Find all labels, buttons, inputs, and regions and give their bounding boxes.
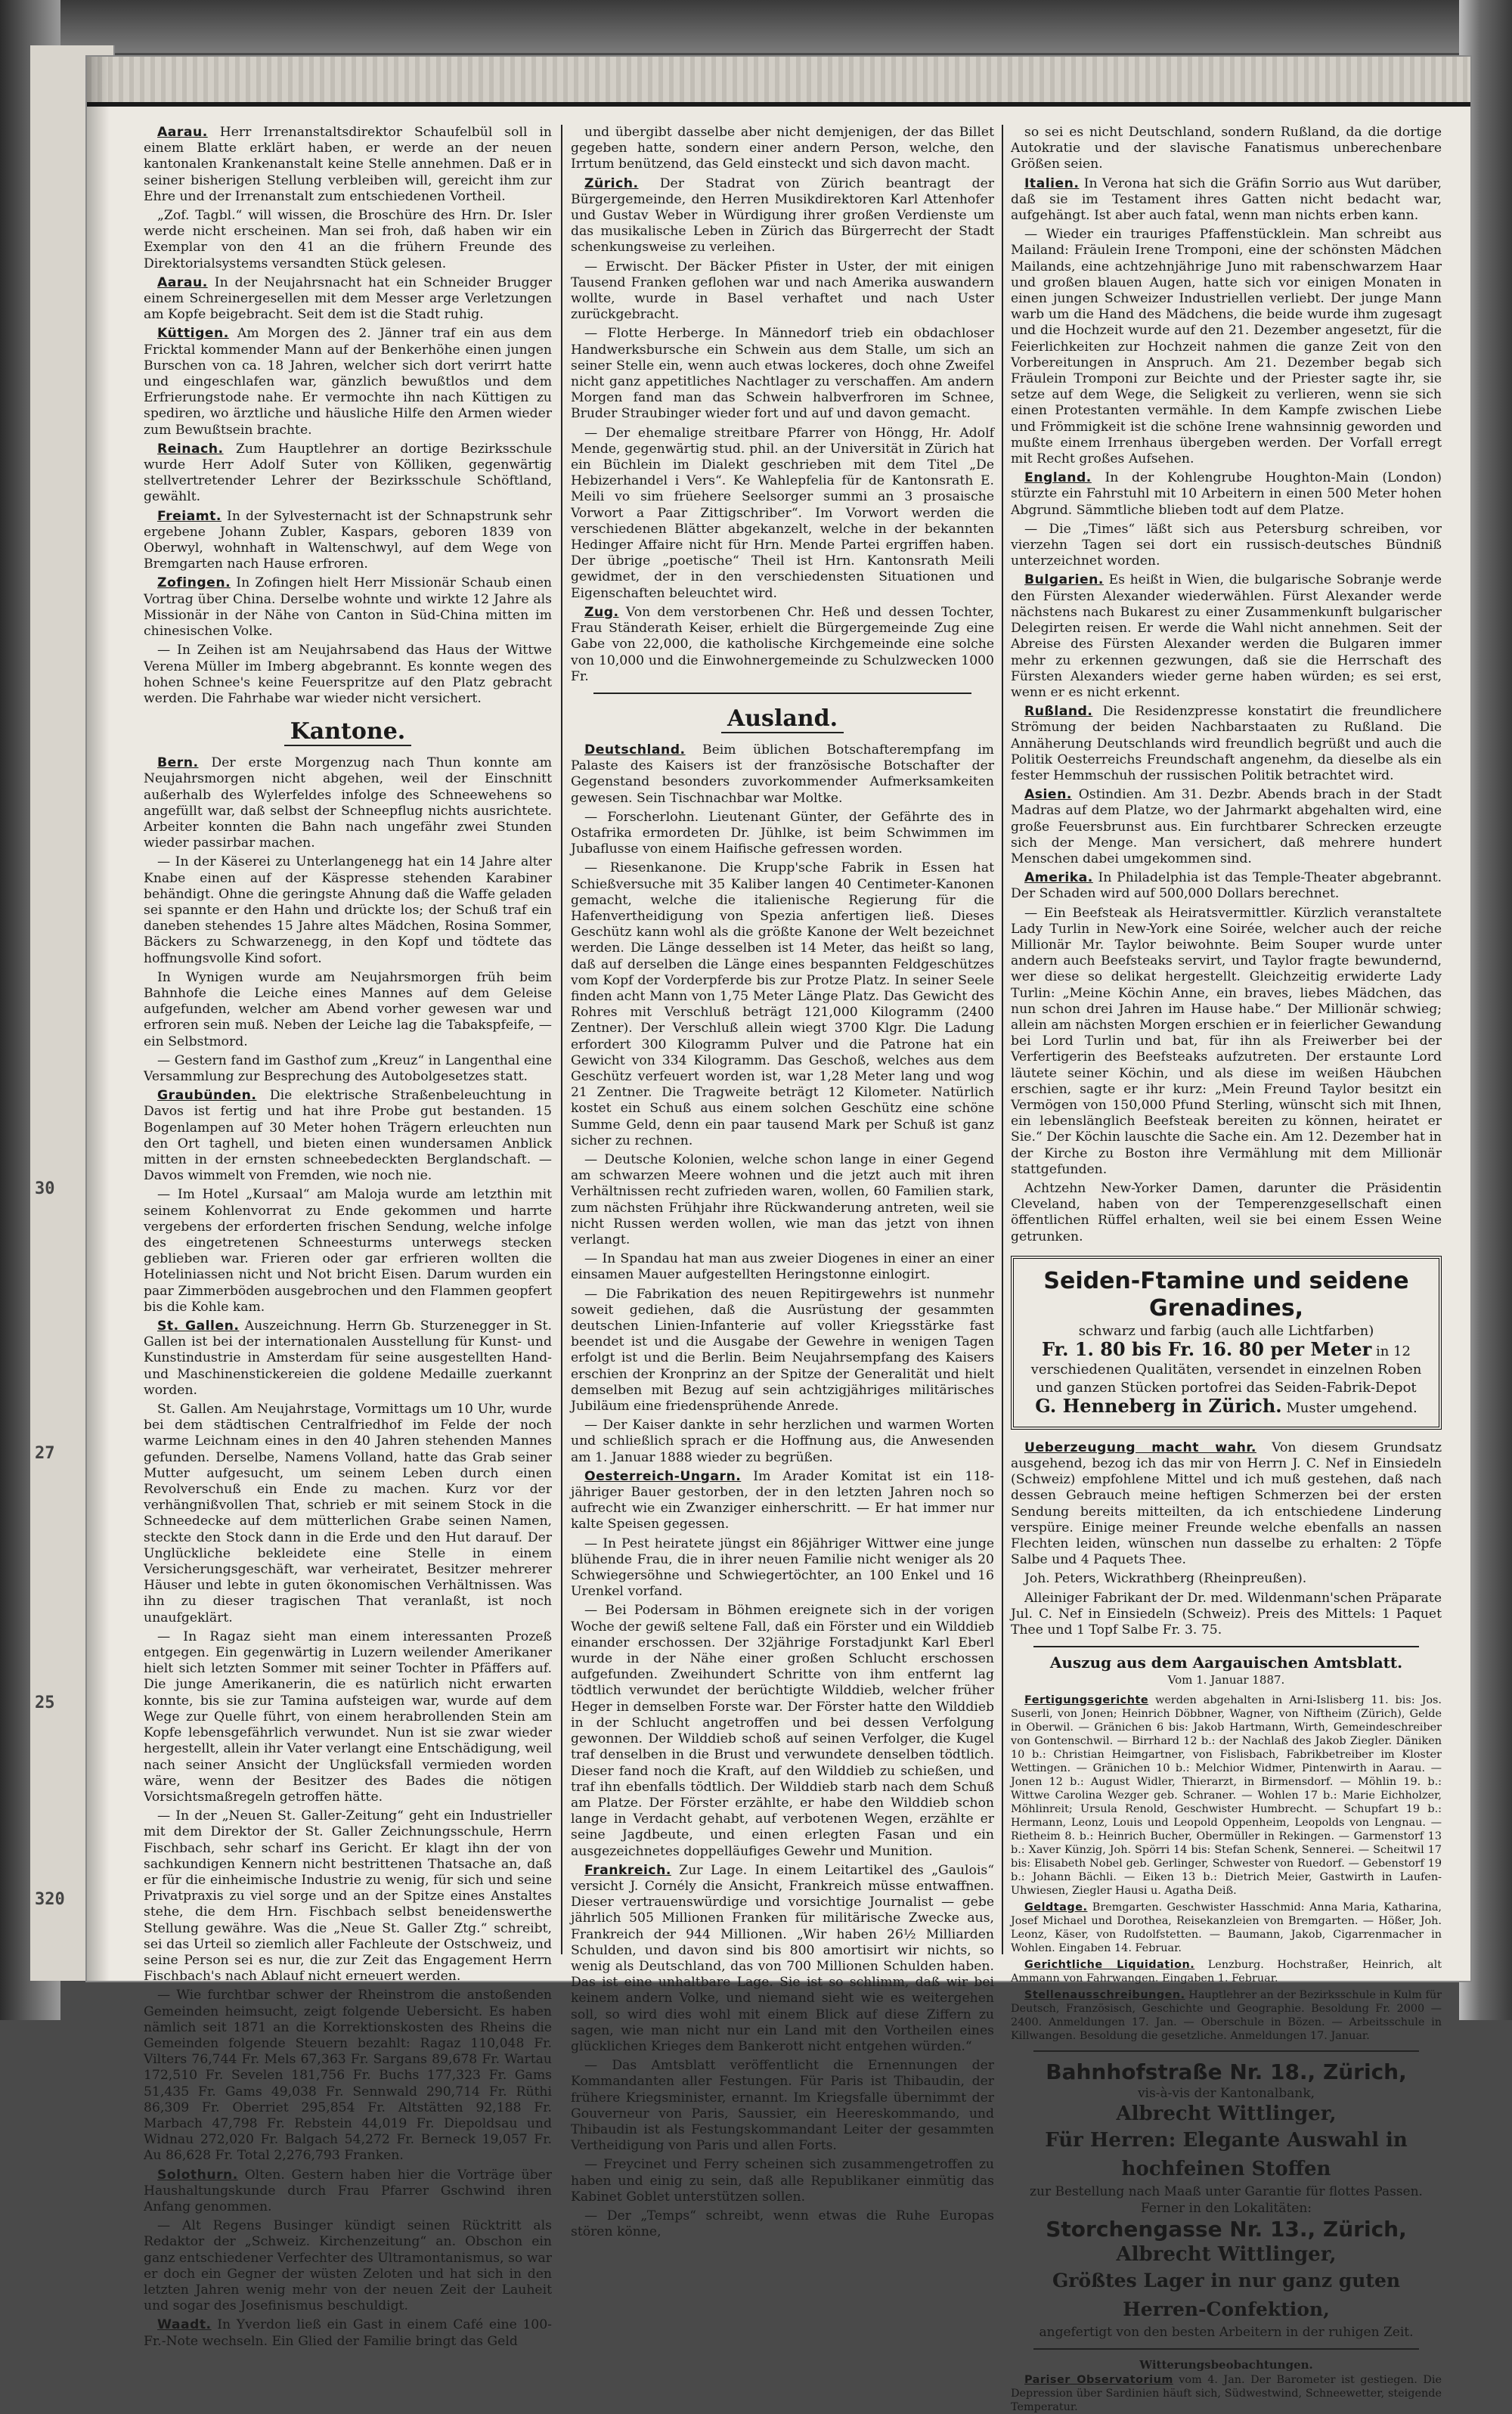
article-text: — Das Amtsblatt veröffentlicht die Ernennungen der Kommandanten aller Festungen. Für Paris ist Thibaudin, der frühere Kriegsminister, ernannt. Im Kriegsfalle übernimmt der Gouverneur von Paris, Saussier, ein Heereskommando, und Thibaudin ist als Festungskommandant Leiter der gesammten Vertheidigung von Paris und allen Forts. — [571, 2058, 994, 2154]
article-paragraph — [1011, 1591, 1442, 1639]
wit-also: Ferner in den Lokalitäten: — [1140, 2200, 1312, 2216]
article-paragraph — [1011, 870, 1442, 902]
article-text: Im Arader Komitat ist ein 118-jähriger Bauer gestorben, der in den letzten Jahren noch so aufrecht wie ein Zwanziger einherschritt. — Er hat immer nur kalte Speisen gegessen. — [571, 1468, 994, 1532]
newspaper-page — [87, 57, 1470, 2413]
article-paragraph — [144, 1319, 552, 1399]
silk-ad-line1: schwarz und farbig (auch alle Lichtfarben) — [1078, 1322, 1374, 1339]
article-paragraph — [571, 2157, 994, 2205]
article-text: In der Kohlengrube Houghton-Main (London) stürzte ein Fahrstuhl mit 10 Arbeitern in einen 500 Meter hohen Abgrund. Sämmtliche blieben todt auf dem Platze. — [1011, 470, 1442, 518]
article-text: — Riesenkanone. Die Krupp'sche Fabrik in Essen hat Schießversuche mit 35 Kaliber langen 40 Centimeter-Kanonen gemacht, welche die italienische Regierung für die Hafenvertheidigung von Spezia anfertigen ließ. Dieses Geschütz kann wohl als die größte Kanone der Welt bezeichnet werden. Die Länge desselben ist 14 Meter, das heißt so lang, daß auf derselben die Länge eines bespannten Feldgeschützes vom Kopf der Vorderpferde bis zur Protze Platz. In seiner Seele finden acht Mann von 1,75 Meter Länge Platz. Das Gewicht des Rohres mit Verschluß beträgt 121,000 Kilogramm (2400 Zentner). Der Verschluß allein wiegt 3700 Klgr. Die Ladung erfordert 300 Kilogramm Pulver und die Patrone hat ein Gewicht von 334 Kilogramm. Das Geschoß, welches aus dem Geschütz verfeuert worden ist, war 1,28 Meter lang und wog 21 Zentner. Die Tragweite beträgt 12 Kilometer. Natürlich kostet ein Schuß aus einem solchen Geschütz eine schöne Summe Geld, denn ein paar tausend Mark per Schuß ist ganz sicher zu rechnen. — [571, 860, 994, 1148]
amtsblatt-title: Auszug aus dem Aargauischen Amtsblatt. — [1049, 1653, 1403, 1672]
divider — [1033, 1646, 1419, 1647]
silk-ad-title: Seiden-Ftamine und seidene Grenadines, — [1043, 1267, 1409, 1322]
wit-name-2: Albrecht Wittlinger, — [1116, 2242, 1337, 2266]
article-text: werden abgehalten in Arni-Islisberg 11. bis: Jos. Suserli, von Jonen; Heinrich Döbbner, Wagner, von Niftheim (Zürich), Gelde in Oberwil. — Gränichen 6 bis: Jakob Hartmann, Wirth, Gemeindeschreiber von Gontenschwil. — Birrhard 12 b.: der Nachlaß des Jakob Ziegler. Däniken 10 b.: Christian Heimgartner, von Fislisbach, Fabrikbetreiber im Kloster Wettingen. — Gränichen 10 b.: Melchior Widmer, Pintenwirth in Aarau. — Jonen 12 b.: August Widler, Thierarzt, in Birmensdorf. — Möhlin 19. b.: Wittwe Carolina Wezger geb. Schraner. — Wohlen 17 b.: Marie Eichholzer, Möhlinreit; Ursula Renold, Geschwister Humbrecht. — Schupfart 19 b.: Hermann, Leonz, Louis und Leopold Oppenheim, Leopolds von Lengnau. — Rietheim 8. b.: Heinrich Bucher, Obermüller in Rekingen. — Garmenstorf 13 b.: Xaver Künzig, Joh. Spörri 14 bis: Stefan Schenk, Sennerei. — Scheitwil 17 bis: Elisabeth Nobel geb. Gerlinger, Schwester von Ruedorf. — Gebenstorf 19 b.: Johann Bächli. — Eiken 13 b.: Dietrich Meier, Gastwirth in Laufen-Uhwiesen, Ziegler Hausi u. Agatha Deiß. — [1011, 1694, 1442, 1897]
section-heading-ausland: Ausland. — [571, 705, 994, 733]
article-keyword: St. Gallen. — [157, 1319, 240, 1334]
article-text: In Zofingen hielt Herr Missionär Schaub einen Vortrag über China. Derselbe wohnte und wirkte 12 Jahre als Missionär in der Nähe von Canton in Süd-China mitten im chinesischen Volke. — [144, 575, 552, 640]
column-rule — [1002, 125, 1003, 1954]
column-2-news — [571, 125, 994, 685]
article-text: Achtzehn New-Yorker Damen, darunter die Präsidentin Cleveland, haben von der Temperenzgesellschaft einen öffentlichen Rüffel erhalten, weil sie bei einem Essen Weine getrunken. — [1011, 1181, 1442, 1244]
wittlinger-advertisement — [1011, 2059, 1442, 2341]
section-heading-kantone: Kantone. — [144, 717, 552, 746]
column-3 — [1011, 125, 1442, 2413]
article-text: — Freycinet und Ferry scheinen sich zusammengetroffen zu haben und einig zu sein, daß alle Republikaner einmütig das Kabinet Goblet unterstützen sollen. — [571, 2157, 994, 2205]
fold-shadow — [87, 57, 110, 1981]
article-text: Zum Hauptlehrer an dortige Bezirksschule wurde Herr Adolf Suter von Kölliken, gegenwärtig stellvertretender Lehrer der Bezirksschule Schöftland, gewählt. — [144, 441, 552, 505]
article-paragraph — [571, 1536, 994, 1601]
article-paragraph — [144, 2168, 552, 2216]
article-paragraph — [144, 1808, 552, 1985]
article-text: — Bei Podersam in Böhmen ereignete sich in der vorigen Woche der gewiß seltene Fall, daß ein Förster und ein Wilddieb einander erschossen. Der 32jährige Forstadjunkt Karl Eberl wurde in der Nähe einer großen Schlucht erschossen aufgefunden. Zweihundert Schritte von ihm entfernt lag tödtlich verwundet der berüchtigte Wilddieb, welcher früher Heger in demselben Forste war. Der Förster hatte den Wilddieb in der Schlucht angetroffen und bei dessen Verfolgung gewonnen. Der Wilddieb schoß auf seinen Verfolger, die Kugel traf denselben in die Brust und verwundete denselben tödtlich. Dieser fand noch die Kraft, auf den Wilddieb zu schießen, und traf ihn ebenfalls tödtlich. Der Wilddieb starb nach dem Schuß am Platze. Der Förster erzählte, er habe den Wilddieb schon lange in Verdacht gehabt, auf verbotenen Wegen, erzählte er seine Jagdbeute, und einen erlegten Fasan und ein ausgezeichnetes doppelläufiges Gewehr und Munition. — [571, 1603, 994, 1859]
article-paragraph — [1011, 125, 1442, 173]
article-keyword: Deutschland. — [584, 742, 686, 758]
article-text: — Ein Beefsteak als Heiratsvermittler. Kürzlich veranstaltete Lady Turlin in New-York eine Soirée, welcher auch der reiche Millionär Mr. Taylor beiwohnte. Beim Souper wurde unter andern auch Beefsteaks servirt, und Taylor fragte bewundernd, wer diese so delikat hergestellt. Gleichzeitig erwiderte Lady Turlin: „Meine Köchin Anne, ein braves, liebes Mädchen, das nun schon drei Jahren im Hause habe.“ Der Millionär schwieg; allein am nächsten Morgen erschien er in feierlicher Gewandung bei Lord Turlin und bat, für ihn als Freiwerber bei der Verfertigerin des Beefsteaks aufzutreten. Der erstaunte Lord läutete seiner Köchin, und als diese im weißen Häubchen erschien, sagte er ihr kurz: „Mein Freund Taylor besitzt ein Vermögen von 150,000 Pfund Sterling, wünscht sich mit Ihnen, ein lebenslänglich Beefsteak bereiten zu können, heiratet er Sie.“ Der Köchin lauschte die Sache ein. Am 12. Dezember hat in der Kirche zu Boston ihre Vermählung mit dem Millionär stattgefunden. — [1011, 905, 1442, 1177]
article-paragraph — [571, 742, 994, 807]
article-paragraph — [571, 1152, 994, 1248]
article-text: Ostindien. Am 31. Dezbr. Abends brach in der Stadt Madras auf dem Platze, wo der Jahrmarkt abgehalten wird, eine große Feuersbrunst aus. Ein furchtbarer Schrecken erzeugte sich der Menge. Man versichert, daß mehrere hundert Menschen dabei umgekommen sind. — [1011, 787, 1442, 866]
article-paragraph — [571, 605, 994, 685]
article-paragraph — [144, 1088, 552, 1184]
wit-name-1: Albrecht Wittlinger, — [1116, 2102, 1337, 2125]
article-keyword: Freiamt. — [157, 508, 222, 524]
article-paragraph — [144, 2317, 552, 2349]
article-text: — In der Käserei zu Unterlangenegg hat ein 14 Jahre alter Knabe einen auf der Käspresse stehenden Karabiner behändigt. Ohne die geringste Ahnung daß die Waffe geladen sei spannte er den Hahn und drückte los; der Schuß traf ein daneben stehendes 15 Jahre altes Mädchen, Rosina Sommer, Bäckers zu Schwarzenegg, in den Kopf und tödtete das hoffnungsvolle Kind sofort. — [144, 854, 552, 966]
article-text: Auszeichnung. Herrn Gb. Sturzenegger in St. Gallen ist bei der internationalen Ausstellung für Kunst- und Kunstindustrie in Amsterdam für seine ausgestellten Hand- und Maschinenstickereien die goldene Medaille zuerkannt worden. — [144, 1319, 552, 1398]
wit-slogan-3: Größtes Lager in nur ganz guten Herren-Confektion, — [1052, 2269, 1401, 2320]
article-text: St. Gallen. Am Neujahrstage, Vormittags um 10 Uhr, wurde bei dem städtischen Centralfriedhof im Felde der noch warme Leichnam eines in den 40 Jahren stehenden Mannes gefunden. Derselbe, Namens Volland, hatte das Grab seiner Mutter aufgesucht, um seinem Leben durch einen Revolverschuß ein Ende zu machen. Kurz vor der verhängnißvollen That, schrieb er mit seinem Stock in die Schneedecke auf dem mütterlichen Grabe seinen Namen, steckte den Stock dann in die Erde und den Hut darauf. Der Unglückliche bekleidete eine Stelle in einem Versicherungsgeschäft, war verheiratet, Besitzer mehrerer Häuser und lebte in guten ökonomischen Verhältnissen. Was ihn zu dieser tragischen That veranlaßt, ist noch unaufgeklärt. — [144, 1402, 552, 1625]
article-keyword: Bern. — [157, 755, 199, 771]
article-text: Lenzburg. Hochstraßer, Heinrich, alt Ammann von Fahrwangen. Eingaben 1. Februar. — [1011, 1958, 1442, 1985]
article-text: Olten. Gestern haben hier die Vorträge über Haushaltungskunde durch Frau Pfarrer Gschwind ihren Anfang genommen. — [144, 2167, 552, 2214]
article-paragraph — [1011, 787, 1442, 867]
article-text: Von dem verstorbenen Chr. Heß und dessen Tochter, Frau Ständerath Keiser, erhielt die Bürgergemeinde Zug eine Gabe von 22,000, die katholische Kirchgemeinde eine solche von 10,000 und die Einwohnergemeinde zu Schulzwecken 1000 Fr. — [571, 604, 994, 684]
article-paragraph — [571, 1251, 994, 1283]
article-keyword: Stellenausschreibungen. — [1024, 1988, 1185, 2001]
article-text: In Verona hat sich die Gräfin Sorrio aus Wut darüber, daß sie im Testament ihres Gatten nicht bedacht war, aufgehängt. Ist aber auch fatal, wenn man nichts erben kann. — [1011, 175, 1442, 224]
article-text: — Gestern fand im Gasthof zum „Kreuz“ in Langenthal eine Versammlung zur Besprechung des Autobolgesetzes statt. — [144, 1052, 552, 1084]
silk-ad-firm: G. Henneberg in Zürich. — [1035, 1394, 1282, 1417]
article-paragraph — [571, 1603, 994, 1859]
article-paragraph — [571, 176, 994, 256]
article-paragraph — [144, 326, 552, 438]
article-keyword: Zug. — [584, 604, 619, 620]
wit-address-1b: vis-à-vis der Kantonalbank, — [1137, 2085, 1315, 2101]
article-text: Bremgarten. Geschwister Hasschmid: Anna Maria, Katharina, Josef Michael und Dorothea, Reisekanzleien von Bremgarten. — Hößer, Joh. Leonz, Käser, von Rudolfstetten. — Baumann, Jakob, Cigarrenmacher in Wohlen. Eingaben 14. Februar. — [1011, 1901, 1442, 1954]
article-paragraph — [571, 810, 994, 858]
wit-slogan-4: angefertigt von den besten Arbeitern in der ruhigen Zeit. — [1039, 2324, 1414, 2340]
article-paragraph — [1011, 1440, 1442, 1569]
article-text: — Der Kaiser dankte in sehr herzlichen und warmen Worten und schließlich sprach er die Hoffnung aus, die Anwesenden am 1. Januar 1888 wieder zu begrüßen. — [571, 1418, 994, 1465]
article-keyword: England. — [1024, 470, 1092, 486]
article-paragraph — [571, 1418, 994, 1466]
column-2-ausland — [571, 742, 994, 2240]
article-keyword: Aarau. — [157, 274, 208, 290]
ghost-number: 320 — [35, 1890, 65, 1909]
article-text: — Wieder ein trauriges Pfaffenstücklein. Man schreibt aus Mailand: Fräulein Irene Tromponi, eine der schönsten Mädchen Mailands, eine achtzehnjährige Juno mit rabenschwarzem Haar und großen blauen Augen, hatte sich vor einigen Monaten in einen jungen Schweizer Industriellen verliebt. Der junge Mann warb um die Hand des Mädchens, die beide wurde ihm zugesagt und die Hochzeit wurde auf den 21. Dezember angesetzt, für die Feierlichkeiten zur Hochzeit nahmen die ganze Zeit von den Vorbereitungen in Anspruch. Am 21. Dezember begab sich Fräulein Tromponi zur Beichte und der Priester sagte ihr, sie setze auf dem Wege, die Seligkeit zu verlieren, wenn sie sich einen Protestanten vermähle. In dem Kampfe zwischen Liebe und Frömmigkeit ist die schöne Irene wahnsinnig geworden und mußte einem Irrenhaus übergeben werden. Der Vorfall erregt mit Recht großes Aufsehen. — [1011, 227, 1442, 467]
divider — [1033, 2348, 1419, 2350]
article-keyword: Asien. — [1024, 787, 1072, 803]
article-text: — Flotte Herberge. In Männedorf trieb ein obdachloser Handwerksbursche ein Schwein aus dem Stalle, um sich an seiner Stelle ein, wenn auch etwas lockeres, doch ohne Zweifel nicht ganz appetitliches Nachtlager zu verschaffen. Am andern Morgen fand man das Schwein halbverfroren im Schnee, Bruder Straubinger wieder fort und auf und davon gemacht. — [571, 326, 994, 422]
article-paragraph — [571, 2208, 994, 2240]
wit-address-1: Bahnhofstraße Nr. 18., Zürich, — [1046, 2059, 1407, 2084]
article-keyword: Zofingen. — [157, 575, 231, 591]
article-keyword: Küttigen. — [157, 326, 229, 342]
article-text: Es heißt in Wien, die bulgarische Sobranje werde den Fürsten Alexander wiederwählen. Fürst Alexander werde nächstens nach Bukarest zu einer Zusammenkunft bulgarischer Delegirten reisen. Er werde die Wahl nicht annehmen. Seit der Abreise des Fürsten Alexander werden die Bulgaren immer mehr zu erkennen gezwungen, daß sie die Herrschaft des Fürsten Alexanders wieder gerne haben würden; es sei erst, wenn er es nicht erkennt. — [1011, 572, 1442, 700]
article-text: Der erste Morgenzug nach Thun konnte am Neujahrsmorgen nicht abgehen, weil der Einschnitt außerhalb des Wylerfeldes infolge des Schneewehens so angefüllt war, daß selbst der Schneepflug nichts ausrichtete. Arbeiter konnten die Bahn nach ungefähr zwei Stunden wieder passirbar machen. — [144, 755, 552, 851]
article-text: In der Neujahrsnacht hat ein Schneider Brugger einem Schreinergesellen mit dem Messer arge Verletzungen am Kopfe beigebracht. Seit dem ist die Stadt ruhig. — [144, 274, 552, 323]
ghost-number: 27 — [35, 1444, 55, 1463]
silk-ad-price: Fr. 1. 80 bis Fr. 16. 80 per Meter — [1042, 1337, 1372, 1360]
article-paragraph — [144, 643, 552, 707]
article-text: — In Ragaz sieht man einem interessanten Prozeß entgegen. Ein gegenwärtig in Luzern weilender Amerikaner hielt sich letzten Sommer mit seiner Tochter in Pfäffers auf. Die junge Amerikanerin, die es natürlich nicht erwarten konnte, bis sie zur Tamina aufsteigen war, wurde auf dem Wege zur Quelle führt, von einem herabrollenden Stein am Kopfe lebensgefährlich verwundet. Nun ist sie zwar wieder hergestellt, allein ihr Vater verlangt eine Entschädigung, weil nach seiner Ansicht der Unglücksfall vermieden worden wäre, wenn der Besitzer des Bades die nötigen Vorsichtsmaßregeln getroffen hätte. — [144, 1628, 552, 1805]
article-paragraph — [1011, 1571, 1442, 1587]
article-text: Am Morgen des 2. Jänner traf ein aus dem Fricktal kommender Mann auf der Benkerhöhe einen jungen Burschen von ca. 18 Jahren, welcher sich dort verirrt hatte und eingeschlafen war, gänzlich bewußtlos und dem Erfrierungstode nahe. Er vermochte ihn nach Küttigen zu spediren, wo ärztliche und häusliche Hilfe den Armen wieder zum Bewußtsein brachte. — [144, 326, 552, 438]
article-paragraph — [571, 860, 994, 1149]
article-text: — In der „Neuen St. Galler-Zeitung“ geht ein Industrieller mit dem Direktor der St. Galler Zeichnungsschule, Herrn Fischbach, sehr scharf ins Gericht. Er klagt ihn der von sachkundigen Kennern nicht bestrittenen Thatsache an, daß er für die einheimische Industrie zu wenig, für sich und seine Privatpraxis zu viel sorge und an der Spitze eines Anstaltes stehe, die dem Hrn. Fischbach selbst beneidenswerthe Stellung gewähre. Was die „Neue St. Galler Ztg.“ schreibt, sei das Urteil so ziemlich aller Fachleute der Ostschweiz, und seine Person sei es nur, die zur Zeit das Engagement Herrn Fischbach's nach Ablauf nicht erneuert werden. — [144, 1808, 552, 1985]
article-paragraph — [571, 1287, 994, 1415]
article-paragraph — [144, 755, 552, 851]
article-keyword: Bulgarien. — [1024, 572, 1104, 588]
article-keyword: Italien. — [1024, 175, 1080, 191]
article-keyword: Zürich. — [584, 175, 639, 191]
silk-advertisement — [1011, 1256, 1442, 1430]
article-paragraph — [571, 1863, 994, 2055]
article-text: Die elektrische Straßenbeleuchtung in Davos ist fertig und hat ihre Probe gut bestanden. 15 Bogenlampen auf 30 Meter hohen Trägern erleuchten nun den Ort taghell, und bieten einen wundersamen Anblick mitten in der ernsten schneebedeckten Berglandschaft. — Davos wimmelt von Fremden, wie noch nie. — [144, 1088, 552, 1184]
column-2 — [571, 125, 994, 2240]
article-text: Beim üblichen Botschafterempfang im Palaste des Kaisers ist der französische Botschafter der Gegenstand besonders zuvorkommender Aufmerksamkeiten gewesen. Sein Tischnachbar war Moltke. — [571, 742, 994, 806]
article-text: — In Spandau hat man aus zweier Diogenes in einer an einer einsamen Mauer aufgestellten Heringstonne einlogirt. — [571, 1251, 994, 1283]
article-keyword: Frankreich. — [584, 1862, 671, 1878]
article-keyword: Oesterreich-Ungarn. — [584, 1468, 742, 1484]
article-paragraph — [144, 442, 552, 506]
article-keyword: Amerika. — [1024, 870, 1093, 886]
article-keyword: Fertigungsgerichte — [1024, 1694, 1149, 1706]
article-paragraph — [144, 208, 552, 272]
article-paragraph — [144, 970, 552, 1050]
scan-background-top — [0, 0, 1512, 53]
article-text: — Die Fabrikation des neuen Repitirgewehrs ist nunmehr soweit gediehen, daß die Ausrüstung der gesammten deutschen Linien-Infanterie auf voller Kriegsstärke fast beendet ist und die Ausgabe der Gewehre in wenigen Tagen erfolgt ist und die Berlin. Beim Neujahrsempfang des Kaisers erschien der Kronprinz an der Spitze der Generalität und hielt demselben mit Bezug auf sein achtzigjähriges militärisches Jubiläum eine friedensprühende Anrede. — [571, 1286, 994, 1415]
article-paragraph — [571, 2058, 994, 2154]
article-keyword: Solothurn. — [157, 2167, 238, 2183]
article-text: Hauptlehrer an der Bezirksschule in Kulm für Deutsch, Französisch, Geschichte und Geographie. Besoldung Fr. 2000 — 2400. Anmeldungen 17. Jan. — Oberschule in Bözen. — Arbeitsschule in Killwangen. Besoldung die gesetzliche. Anmeldungen 17. Januar. — [1011, 1988, 1442, 2042]
article-paragraph — [1011, 176, 1442, 225]
article-text: vom 4. Jan. Der Barometer ist gestiegen. Die Depression über Sardinien häuft sich, Südwestwind, Schneewetter, steigende Temperatur. — [1011, 2373, 1442, 2413]
article-keyword: Geldtage. — [1024, 1901, 1088, 1914]
article-text: — Wie furchtbar schwer der Rheinstrom die anstoßenden Gemeinden heimsucht, zeigt folgende Uebersicht. Es haben nämlich seit 1871 an die Korrektionskosten des Rheins die Gemeinden folgende Steuern bezahlt: Ragaz 110,048 Fr. Vilters 76,744 Fr. Mels 67,363 Fr. Sargans 89,678 Fr. Wartau 172,510 Fr. Sevelen 181,756 Fr. Buchs 177,323 Fr. Gams 51,435 Fr. Gams 49,038 Fr. Sennwald 290,714 Fr. Rüthi 86,309 Fr. Oberriet 295,854 Fr. Altstätten 92,188 Fr. Marbach 47,798 Fr. Rebstein 44,019 Fr. Diepoldsau und Widnau 272,020 Fr. Balgach 54,272 Fr. Berneck 19,057 Fr. Au 86,628 Fr. Total 2,276,793 Franken. — [144, 1988, 552, 2164]
article-text: — Deutsche Kolonien, welche schon lange in einer Gegend am schwarzen Meere wohnen und die jetzt auch mit ihren Verhältnissen recht zufrieden waren, wollen, 60 Familien stark, zum nächsten Frühjahr ihre Rückwanderung antreten, weil sie nicht Russen werden wollen, wie man das jetzt von ihnen verlangt. — [571, 1151, 994, 1247]
article-paragraph — [1011, 470, 1442, 519]
article-paragraph — [1011, 704, 1442, 784]
article-text: — In Pest heiratete jüngst ein 86jähriger Wittwer eine junge blühende Frau, die in ihrer neuen Familie nicht weniger als 20 Schwiegersöhne und Schwiegertöchter, an 100 Enkel und 16 Urenkel vorfand. — [571, 1535, 994, 1600]
ghost-number: 30 — [35, 1179, 55, 1198]
article-keyword: Aarau. — [157, 125, 208, 140]
weather-report — [1011, 2373, 1442, 2414]
column-rule — [561, 125, 562, 1954]
article-text: — Im Hotel „Kursaal“ am Maloja wurde am letzthin mit seinem Kohlenvorrat zu Ende gekommen und harrte vergebens der erforderten frischen Sendung, welche infolge des eingetretenen Schneesturms unterwegs stecken geblieben war. Frieren oder gar erfrieren wollten die Hoteliniassen nicht und Not bricht Eisen. Darum wurden ein paar Zimmerböden ausgebrochen und den Flammen geopfert bis die Kohle kam. — [144, 1187, 552, 1315]
top-rule — [87, 102, 1470, 107]
article-text: und übergibt dasselbe aber nicht demjenigen, der das Billet gegeben hatte, sondern einer andern Person, welche, den Irrtum benützend, das Geld einsteckt und sich davon macht. — [571, 125, 994, 172]
article-text: Die Residenzpresse konstatirt die freundlichere Strömung der beiden Nachbarstaaten zu Rußland. Die Annäherung Deutschlands wird freundlich begrüßt und auch die Politik Oesterreichs Freundschaft angenehm, da dieselbe als ein fester Hemmschuh der russischen Politik betrachtet wird. — [1011, 704, 1442, 783]
article-text: „Zof. Tagbl.“ will wissen, die Broschüre des Hrn. Dr. Isler werde nicht erscheinen. Man sei froh, daß haben wir ein Exemplar von den 41 an die frühern Freunde des Direktorialsystems versandten Stück gelesen. — [144, 208, 552, 271]
wit-slogan: Für Herren: Elegante Auswahl in hochfeinen Stoffen — [1045, 2128, 1408, 2180]
article-paragraph — [144, 1988, 552, 2164]
column-1-kantone — [144, 755, 552, 2350]
article-keyword: Rußland. — [1024, 704, 1093, 720]
wit-slogan-2: zur Bestellung nach Maaß unter Garantie für flottes Passen. — [1030, 2183, 1423, 2199]
article-paragraph — [571, 326, 994, 422]
article-text: In Yverdon ließ ein Gast in einem Café eine 100-Fr.-Note wechseln. Ein Glied der Familie bringt das Geld — [144, 2317, 552, 2349]
article-paragraph — [144, 1053, 552, 1085]
article-keyword: Gerichtliche Liquidation. — [1024, 1958, 1195, 1971]
article-text: — In Zeihen ist am Neujahrsabend das Haus der Wittwe Verena Müller im Imberg abgebrannt. Es konnte wegen des hohen Schnee's keine Feuerspritze auf den Platz gebracht werden. Die Fahrhabe war wieder nicht versichert. — [144, 643, 552, 706]
wit-address-2: Storchengasse Nr. 13., Zürich, — [1046, 2216, 1407, 2242]
article-paragraph — [144, 2218, 552, 2314]
article-paragraph — [144, 1402, 552, 1626]
article-text: — Alt Regens Businger kündigt seinen Rücktritt als Redaktor der „Schweiz. Kirchenzeitung“ an. Obschon ein ganz entschiedener Verfechter des Ultramontanismus, so war er doch ein Gegner der wüsten Zeloten und hat sich in den letzten Jahren wenig mehr von der neuen Zeit der Lauheit und sogar des Josefinismus beschuldigt. — [144, 2218, 552, 2314]
article-text: so sei es nicht Deutschland, sondern Rußland, da die dortige Autokratie und der slavische Fanatismus unberechenbare Größen seien. — [1011, 125, 1442, 172]
article-text: — Der „Temps“ schreibt, wenn etwas die Ruhe Europas stören könne, — [571, 2208, 994, 2240]
article-paragraph — [1011, 2373, 1442, 2414]
article-paragraph — [1011, 1694, 1442, 1898]
article-text: In der Sylvesternacht ist der Schnapstrunk sehr ergebene Johann Zubler, Kaspars, geboren 1839 von Oberwyl, wohnhaft in Waltenschwyl, auf dem Wege von Bremgarten nach Hause erfroren. — [144, 508, 552, 572]
article-text: — Erwischt. Der Bäcker Pfister in Uster, der mit einigen Tausend Franken geflohen war und nach Amerika auswandern wollte, wurde in Basel verhaftet und nach Uster zurückgebracht. — [571, 259, 994, 323]
silk-ad-line2: in 12 verschiedenen Qualitäten, versendet in einzelnen Roben und ganzen Stücken portofrei das Seiden-Fabrik-Depot — [1030, 1343, 1422, 1396]
column-1 — [144, 125, 552, 2349]
article-paragraph — [1011, 522, 1442, 570]
masthead-strip — [87, 57, 1470, 102]
article-paragraph — [1011, 572, 1442, 701]
divider — [1033, 2050, 1419, 2052]
ghost-number: 25 — [35, 1694, 55, 1712]
article-paragraph — [1011, 1901, 1442, 1955]
article-text: Joh. Peters, Wickrathberg (Rheinpreußen). — [1024, 1571, 1307, 1587]
article-paragraph — [1011, 1988, 1442, 2043]
column-3-news — [1011, 125, 1442, 1245]
article-paragraph — [1011, 1958, 1442, 1985]
article-paragraph — [571, 125, 994, 173]
article-paragraph — [1011, 1181, 1442, 1245]
article-keyword: Reinach. — [157, 441, 224, 457]
article-text: — Forscherlohn. Lieutenant Günter, der Gefährte des in Ostafrika ermordeten Dr. Jühlke, ist beim Schwimmen im Jubaflusse von einem Haifische gefressen worden. — [571, 809, 994, 857]
article-paragraph — [144, 275, 552, 324]
article-paragraph — [144, 1187, 552, 1315]
article-paragraph — [1011, 227, 1442, 467]
article-keyword: Pariser Observatorium — [1024, 2373, 1173, 2386]
article-text: Zur Lage. In einem Leitartikel des „Gaulois“ versicht J. Cornély die Ansicht, Frankreich müsse entwaffnen. Dieser vertrauenswürdige und vorsichtige Journalist — gebe jährlich 505 Millionen Franken für militärische Zwecke aus, Frankreich der 944 Millionen. „Wir haben 26½ Milliarden Schulden, und davon sind bis 800 amortisirt wir nichts, so wenig als Deutschland, das von 700 Millionen Schulden haben. Das ist eine unhaltbare Lage. Sie ist so schlimm, daß wir bei keinem andern Volke, und niemand sieht wie es weitergehen soll, so wird dies wohl mit einem Blick auf diese Ziffern zu sagen, wie man nicht nur ein Land mit den Vortheilen eines glücklichen Krieges dem Bankerott nicht entgehen würden.“ — [571, 1862, 994, 2054]
article-paragraph — [144, 509, 552, 573]
article-keyword: Waadt. — [157, 2317, 212, 2333]
article-paragraph — [571, 259, 994, 324]
article-text: In Philadelphia ist das Temple-Theater abgebrannt. Der Schaden wird auf 500,000 Dollars berechnet. — [1011, 870, 1442, 902]
divider — [593, 693, 971, 694]
article-text: Von diesem Grundsatz ausgehend, bezog ich das mir von Herrn J. C. Nef in Einsiedeln (Schweiz) empfohlene Mittel und ich muß gestehen, daß nach dessen Gebrauch meine heftigen Schmerzen bei der ersten Sendung bereits mitteilten, da ich entschiedene Linderung verspüre. Einige meiner Freunde welche ebenfalls an nassen Flechten leiden, wünschen nun dasselbe zu erhalten: 2 Töpfe Salbe und 4 Paquets Thee. — [1011, 1439, 1442, 1568]
article-text: — Der ehemalige streitbare Pfarrer von Höngg, Hr. Adolf Mende, gegenwärtig stud. phil. an der Universität in Zürich hat ein Büchlein im Dialekt geschrieben mit dem Titel „De Hebizerhandel i Vers“. Ke Wahlepfelia für de Kantonsrath E. Meili vo sim früehere Seelsorger summi an 3 prosaische Vorwort a Paar Zittigschriber“. Im Vorwort werden die verschiedenen Blätter abgekanzelt, welche in der bekannten Hedinger Affaire nicht für Hrn. Mende Partei ergriffen haben. Der übrige „poetische“ Theil ist Hrn. Kantonsrath Meili gewidmet, der in den verschiedensten Situationen und Eigenschaften beleuchtet wird. — [571, 425, 994, 601]
article-keyword: Ueberzeugung macht wahr. — [1024, 1439, 1256, 1455]
article-paragraph — [144, 1629, 552, 1805]
article-paragraph — [571, 426, 994, 602]
article-text: — Die „Times“ läßt sich aus Petersburg schreiben, vor vierzehn Tagen sei dort ein russisch-deutsches Bündniß unterzeichnet worden. — [1011, 521, 1442, 569]
amtsblatt-excerpt — [1011, 1694, 1442, 2043]
article-paragraph — [571, 1469, 994, 1533]
article-paragraph — [144, 125, 552, 205]
amtsblatt-date: Vom 1. Januar 1887. — [1167, 1673, 1285, 1687]
article-keyword: Graubünden. — [157, 1088, 257, 1104]
article-text: Herr Irrenanstaltsdirektor Schaufelbül soll in einem Blatte erklärt haben, er werde an der neuen kantonalen Krankenanstalt keine Stelle annehmen. Daß er in seiner bisherigen Stellung verbleiben will, gereicht ihm zur Ehre und der Irrenanstalt zum entschiedenen Vortheil. — [144, 125, 552, 204]
testimonial-advertisement — [1011, 1440, 1442, 1638]
silk-ad-tail: Muster umgehend. — [1286, 1399, 1418, 1416]
article-text: Alleiniger Fabrikant der Dr. med. Wildenmann'schen Präparate Jul. C. Nef in Einsiedeln (Schweiz). Preis des Mittels: 1 Paquet Thee und 1 Topf Salbe Fr. 3. 75. — [1011, 1590, 1442, 1638]
article-text: Der Stadrat von Zürich beantragt der Bürgergemeinde, den Herren Musikdirektoren Karl Attenhofer und Gustav Weber in Würdigung ihrer großen Verdienste um das musikalische Leben in Zürich das Bürgerrecht der Stadt schenkungsweise zu verleihen. — [571, 175, 994, 256]
weather-title: Witterungsbeobachtungen. — [1139, 2357, 1313, 2372]
column-1-news — [144, 125, 552, 707]
article-paragraph — [144, 575, 552, 640]
article-paragraph — [1011, 906, 1442, 1178]
article-paragraph — [144, 854, 552, 966]
article-text: In Wynigen wurde am Neujahrsmorgen früh beim Bahnhofe die Leiche eines Mannes auf dem Geleise aufgefunden, welcher am Abend vorher gewesen war und erfroren sein muß. Neben der Leiche lag die Tabakspfeife, — ein Selbstmord. — [144, 969, 552, 1049]
